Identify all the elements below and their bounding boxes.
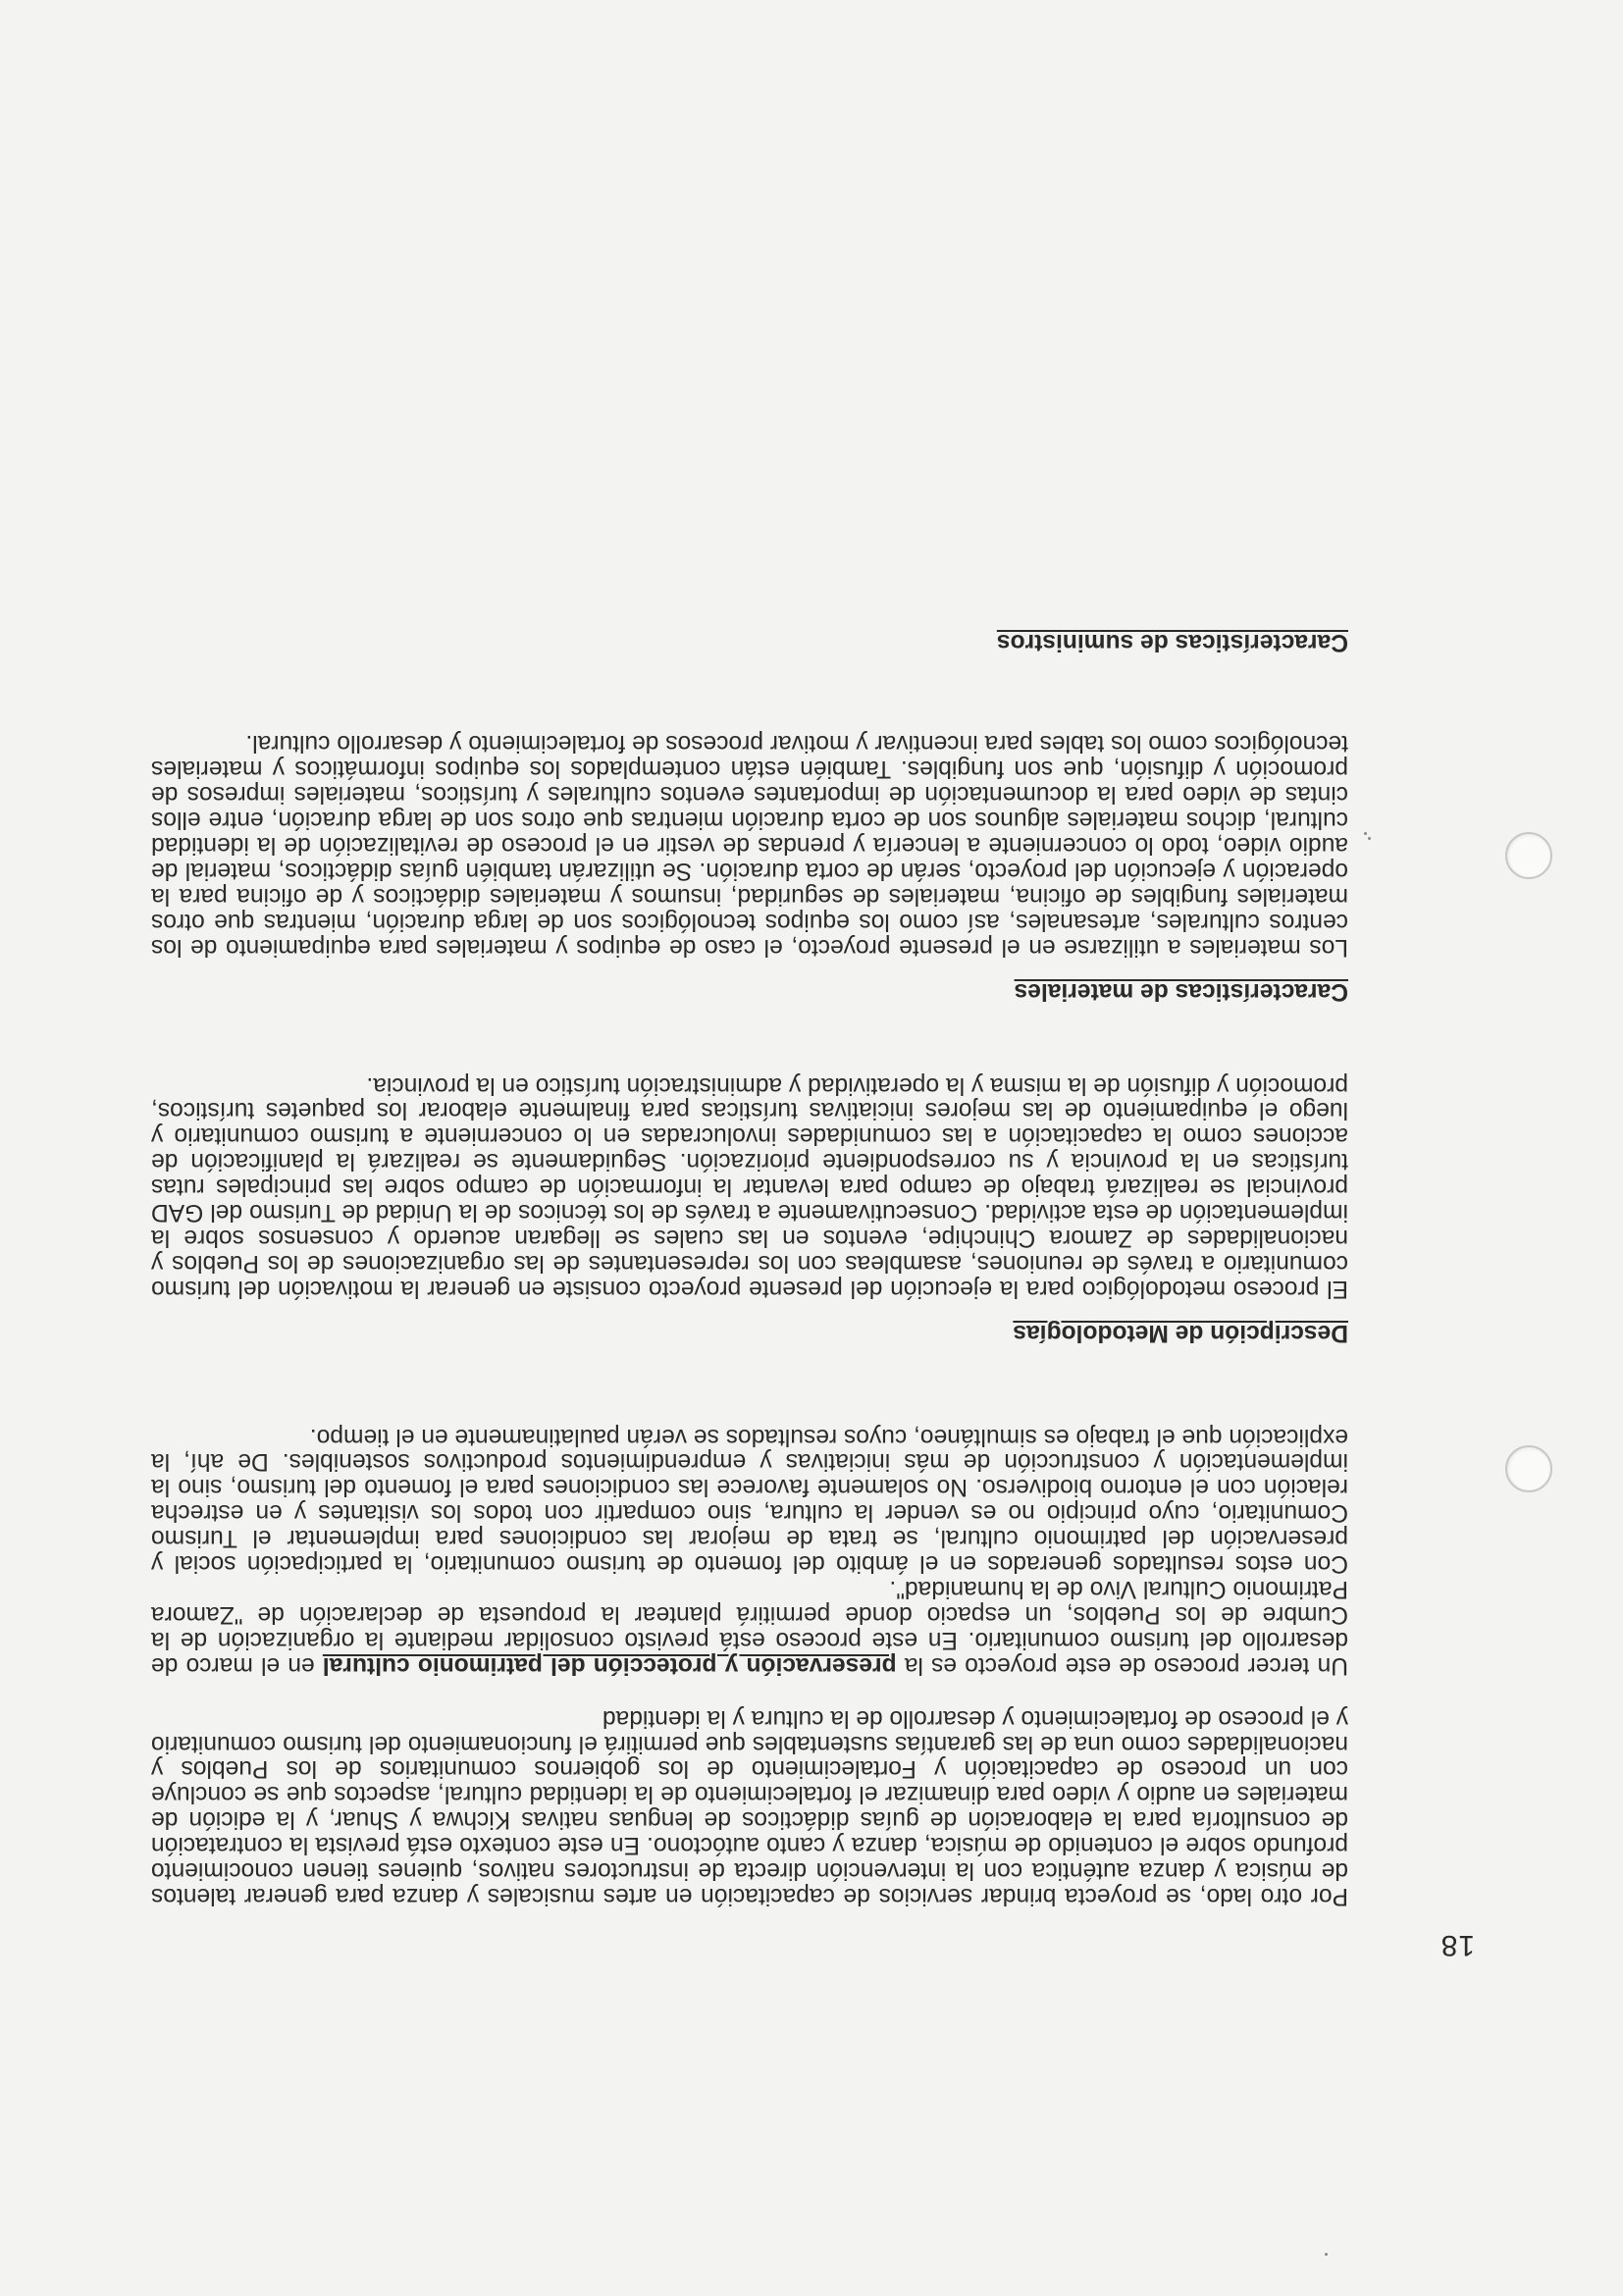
paragraph-capacitacion: Por otro lado, se proyecta brindar servicios de capacitación en artes musicales y danza para generar talentos de música y danza auténtica con la intervención directa de instructores nativos, quienes tienen conocimiento profundo sobre el contenido de música, danza y canto autóctono. En este contexto está prevista la contratación de consultoría para la elaboración de guías didácticos de lenguas nativas Kichwa y Shuar, y la edición de materiales en audio y video para dinamizar el fortalecimiento de la identidad cultural, aspectos que se concluye con un proceso de capacitación y Fortalecimiento de los gobiernos comunitarios de los Pueblos y nacionalidades como una de las garantías sustentables que permitirá el funcionamiento del turismo comunitario y el proceso de fortalecimiento y desarrollo de la cultura y la identidad	[151, 1704, 1348, 1909]
paragraph-resultados: Con estos resultados generados en el ámbito del fomento de turismo comunitario, la participación social y preservación del patrimonio cultural, se trata de mejorar las condiciones para implementar el Turismo Comunitario, cuyo principio no es vender la cultura, sino compartir con todos los visitantes y en estrecha relación con el entorno biodiverso. No solamente favorece las condiciones para el fomento del turismo, sino la implementación y construcción de más iniciativas y emprendimientos productivos sostenibles. De ahí, la explicación que el trabajo es simultáneo, cuyos resultados se verán paulatinamente en el tiempo.	[151, 1423, 1348, 1578]
paragraph-preservacion-lead: Un tercer proceso de este proyecto es la	[896, 1651, 1348, 1679]
heading-suministros: Características de suministros	[996, 628, 1348, 655]
highlight-preservacion: preservación y protección del patrimonio cultural	[322, 1651, 897, 1679]
document-body	[151, 610, 1348, 1908]
paragraph-preservacion	[151, 1576, 1348, 1678]
page-number: 18	[1440, 1929, 1475, 1961]
heading-metodologias: Descripción de Metodologías	[1013, 1319, 1348, 1346]
paragraph-metodologias: El proceso metodológico para la ejecución del presente proyecto consiste en generar la motivación del turismo comunitario a través de reuniones, asambleas con los representantes de las organizaciones de los Pueblos y nacionalidades de Zamora Chinchipe, eventos en las cuales se llegaran acuerdo y consensos sobre la implementación de esta actividad. Consecutivamente a través de los técnicos de la Unidad de Turismo del GAD provincial se realizará trabajo de campo para levantar la información de campo sobre las principales rutas turísticas en la provincia y su correspondiente priorización. Seguidamente se realizará la planificación de acciones como la capacitación a las comunidades involucradas en lo concerniente a turismo comunitario y luego el equipamiento de las mejores iniciativas turísticas para finalmente elaborar los paquetes turísticos, promoción y difusión de la misma y la operatividad y administración turístico en la provincia.	[151, 1071, 1348, 1302]
paragraph-materiales: Los materiales a utilizarse en el presente proyecto, el caso de equipos y materiales para equipamiento de los centros culturales, artesanales, así como los equipos tecnológicos son de larga duración, mientras que otros materiales fungibles de oficina, materiales de seguridad, insumos y materiales didácticos y de oficina para la operación y ejecución del proyecto, serán de corta duración. Se utilizarán también guías didácticos, material de audio video, todo lo concerniente a lencería y prendas de vestir en el proceso de revitalización de la identidad cultural, dichos materiales algunos son de corta duración mientras que otros son de larga duración, entre ellos cintas de video para la documentación de importantes eventos culturales y turísticos, materiales impresos de promoción y difusión, que son fungibles. También están contemplados los equipos informáticos y materiales tecnológicos como los tables para incentivar y motivar procesos de fortalecimiento y desarrollo cultural.	[151, 730, 1348, 961]
paragraph-preservacion-tail: en el marco de desarrollo del turismo comunitario. En este proceso está previsto consolidar mediante la organización de la Cumbre de los Pueblos, un espacio donde permitirá plantear la propuesta de declaración de "Zamora Patrimonio Cultural Vivo de la humanidad".	[150, 1576, 1348, 1679]
heading-materiales: Características de materiales	[1014, 977, 1348, 1005]
